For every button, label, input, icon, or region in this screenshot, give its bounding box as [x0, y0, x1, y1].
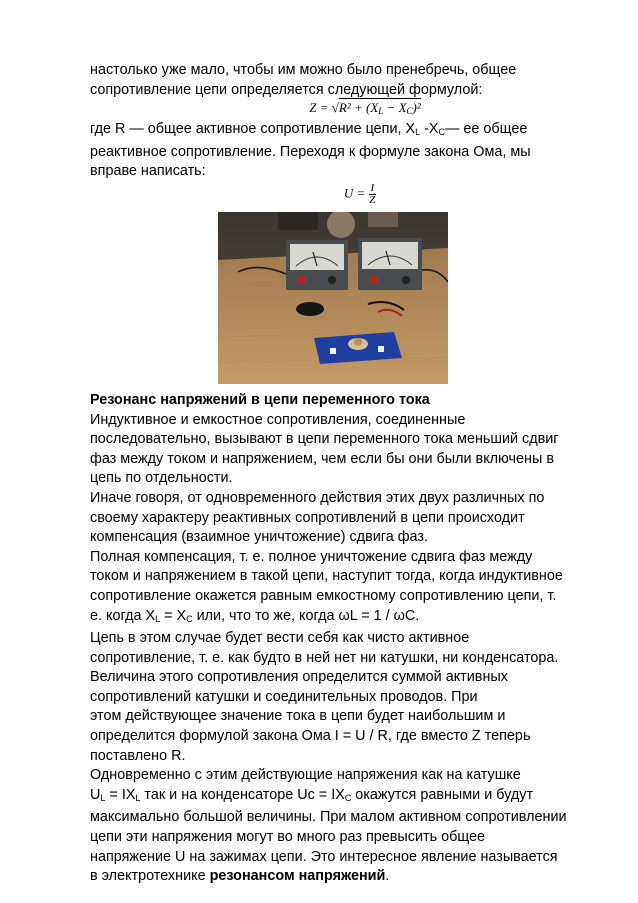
intro-line-1: настолько уже мало, чтобы им можно было пренебречь, общее [90, 62, 517, 78]
para1-line-2: реактивное сопротивление. Переходя к формуле закона Ома, мы [90, 143, 531, 160]
intro-line-2: сопротивление цепи определяется следующей формулой: [90, 81, 483, 98]
section-line-14: Величина этого сопротивления определится суммой активных [90, 669, 508, 686]
section-last-line: в электротехнике резонансом напряжений. [90, 868, 390, 885]
section-line-23: напряжение U на зажимах цепи. Это интересное явление называется [90, 848, 558, 865]
section-line-16: этом действующее значение тока в цепи будет наибольшим и [90, 708, 506, 725]
section-line-3: фаз между током и напряжением, чем если бы они были включены в [90, 450, 554, 467]
section-line-10: сопротивление окажется равным емкостному сопротивлению цепи, т. [90, 587, 557, 604]
resonance-term: резонансом напряжений [209, 868, 386, 885]
section-line-5: Иначе говоря, от одновременного действия этих двух различных по [90, 489, 545, 506]
ohm-law-formula: U = $\frac{I}{Z}$ [343, 181, 376, 206]
document-page [90, 61, 600, 887]
section-heading: Резонанс напряжений в цепи переменного тока [90, 391, 430, 408]
section-line-7: компенсация (взаимное уничтожение) сдвига фаз. [90, 529, 428, 546]
section-line-1: Индуктивное и емкостное сопротивления, соединенные [90, 411, 466, 428]
section-line-6: своему характеру реактивных сопротивлений в цепи происходит [90, 509, 525, 526]
section-line-4: цепь по отдельности. [90, 470, 233, 487]
impedance-formula: $Z = √R^2 + (X_L - X_C)^2$ [309, 100, 421, 117]
section-line-8: Полная компенсация, т. е. полное уничтожение сдвига фаз между [90, 548, 533, 565]
section-line-13: сопротивление, т. е. как будто в ней нет ни катушки, ни конденсатора. [90, 649, 559, 666]
lab-photo-illustration [218, 212, 448, 384]
para1-line-1: где R — общее активное сопротивление цепи, $X_L$ $-X_C—$ ее общее [90, 121, 528, 138]
section-line-15: сопротивлений катушки и соединительных проводов. При [90, 688, 478, 705]
lab-equipment-photo [218, 212, 448, 384]
section-line-19: Одновременно с этим действующие напряжения как на катушке [90, 767, 521, 784]
section-line-12: Цепь в этом случае будет вести себя как чисто активное [90, 630, 470, 647]
section-line-22: цепи эти напряжения могут во много раз превысить общее [90, 829, 486, 846]
section-line-21: максимально большой величины. При малом активном сопротивлении [90, 809, 567, 826]
section-line-18: поставлено R. [90, 747, 186, 764]
para1-line-3: вправе написать: [90, 163, 206, 180]
voltage-equation-line: $U_L = IX_L$ так и на конденсаторе $Uc = IX_C$ окажутся равными и будут [90, 786, 534, 803]
resonance-condition-line: е. когда $X_L = X_C$ или, что то же, когда ωL = 1 / ωC. [90, 607, 420, 624]
section-line-2: последовательно, вызывают в цепи переменного тока меньший сдвиг [90, 431, 559, 448]
section-line-9: током и напряжением в такой цепи, наступит тогда, когда индуктивное [90, 568, 563, 585]
section-line-17: определится формулой закона Ома I = U / R, где вместо Z теперь [90, 728, 531, 745]
